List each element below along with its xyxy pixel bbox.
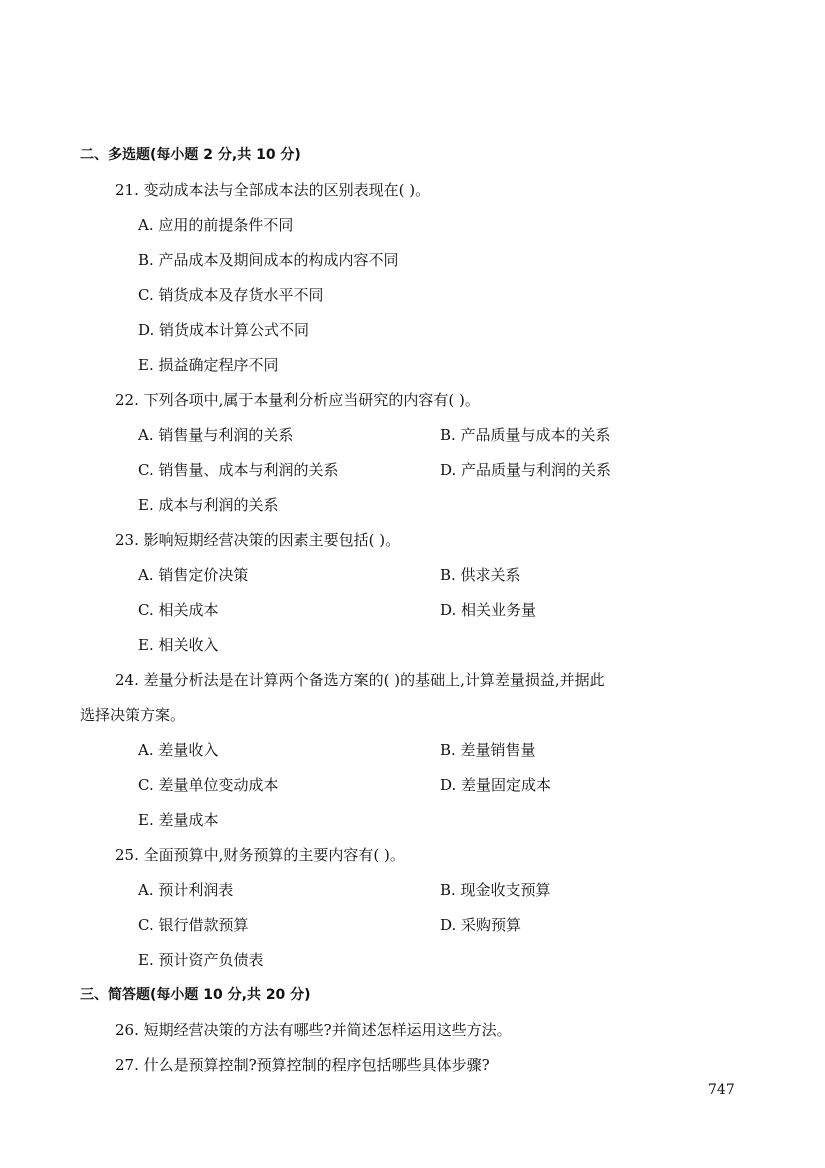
question-21-stem: 21. 变动成本法与全部成本法的区别表现在( )。 <box>115 181 431 199</box>
q25-option-d: D. 采购预算 <box>440 916 522 934</box>
q24-option-b: B. 差量销售量 <box>440 741 536 759</box>
q24-option-e: E. 差量成本 <box>138 811 219 829</box>
page-number: 747 <box>708 1082 735 1098</box>
question-22-stem: 22. 下列各项中,属于本量利分析应当研究的内容有( )。 <box>115 391 480 409</box>
q24-option-d: D. 差量固定成本 <box>440 776 552 794</box>
q22-option-d: D. 产品质量与利润的关系 <box>440 461 612 479</box>
q22-option-e: E. 成本与利润的关系 <box>138 496 279 514</box>
q23-option-a: A. 销售定价决策 <box>138 566 249 584</box>
section-3-title: 三、简答题(每小题 10 分,共 20 分) <box>80 987 311 1003</box>
q23-option-b: B. 供求关系 <box>440 566 521 584</box>
q22-option-b: B. 产品质量与成本的关系 <box>440 426 611 444</box>
q21-option-c: C. 销货成本及存货水平不同 <box>138 286 324 304</box>
question-27: 27. 什么是预算控制?预算控制的程序包括哪些具体步骤? <box>115 1056 490 1074</box>
section-2-title: 二、多选题(每小题 2 分,共 10 分) <box>80 147 301 163</box>
q24-option-c: C. 差量单位变动成本 <box>138 776 279 794</box>
q21-option-b: B. 产品成本及期间成本的构成内容不同 <box>138 251 399 269</box>
question-24-stem-continued: 选择决策方案。 <box>80 706 186 724</box>
q23-option-d: D. 相关业务量 <box>440 601 537 619</box>
question-24-stem: 24. 差量分析法是在计算两个备选方案的( )的基础上,计算差量损益,并据此 <box>115 671 605 689</box>
q22-option-c: C. 销售量、成本与利润的关系 <box>138 461 339 479</box>
question-23-stem: 23. 影响短期经营决策的因素主要包括( )。 <box>115 531 401 549</box>
q25-option-c: C. 银行借款预算 <box>138 916 249 934</box>
q22-option-a: A. 销售量与利润的关系 <box>138 426 294 444</box>
question-26: 26. 短期经营决策的方法有哪些?并简述怎样运用这些方法。 <box>115 1021 512 1039</box>
q21-option-d: D. 销货成本计算公式不同 <box>138 321 310 339</box>
q24-option-a: A. 差量收入 <box>138 741 219 759</box>
q21-option-a: A. 应用的前提条件不同 <box>138 216 294 234</box>
q21-option-e: E. 损益确定程序不同 <box>138 356 279 374</box>
q25-option-a: A. 预计利润表 <box>138 881 234 899</box>
q25-option-b: B. 现金收支预算 <box>440 881 551 899</box>
q23-option-c: C. 相关成本 <box>138 601 219 619</box>
q25-option-e: E. 预计资产负债表 <box>138 951 264 969</box>
question-25-stem: 25. 全面预算中,财务预算的主要内容有( )。 <box>115 846 405 864</box>
q23-option-e: E. 相关收入 <box>138 636 219 654</box>
